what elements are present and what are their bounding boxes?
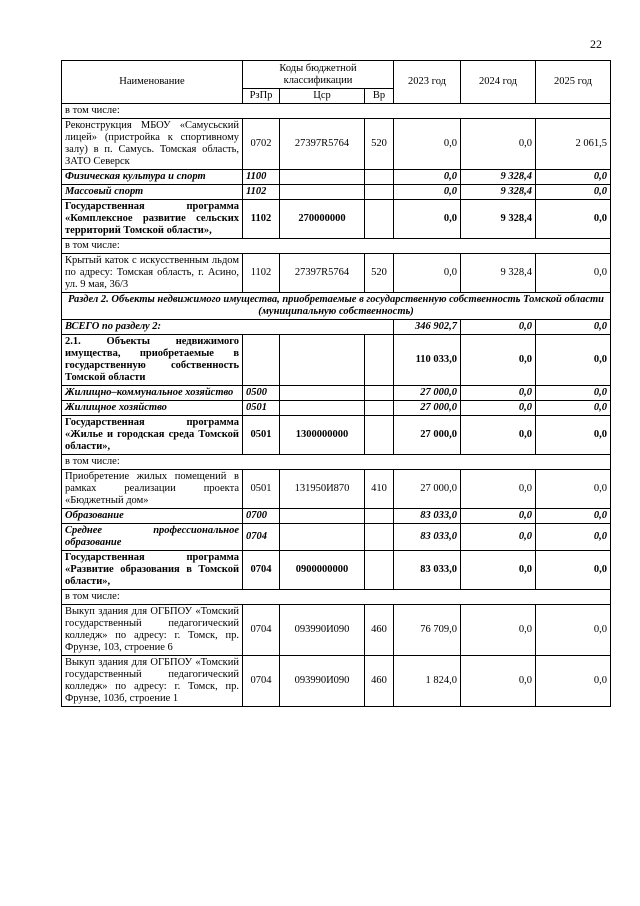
row-name: Государственная программа «Жилье и городская среда Томской области», (62, 416, 243, 455)
table-row (62, 590, 611, 605)
row-2025: 0,0 (536, 254, 611, 293)
row-vr (365, 401, 394, 416)
row-2024: 0,0 (461, 509, 536, 524)
row-2025: 0,0 (536, 401, 611, 416)
row-2024: 9 328,4 (461, 185, 536, 200)
row-csr: 093990И090 (280, 656, 365, 707)
row-vr: 410 (365, 470, 394, 509)
row-2023: 27 000,0 (394, 416, 461, 455)
row-csr: 1300000000 (280, 416, 365, 455)
header-rzpr: РзПр (243, 89, 280, 104)
row-rzpr: 1100 (243, 170, 280, 185)
row-name: 2.1. Объекты недвижимого имущества, приобретаемые в государственную собственность Томской области (62, 335, 243, 386)
row-rzpr: 0501 (243, 470, 280, 509)
row-csr (280, 185, 365, 200)
row-2024: 0,0 (461, 656, 536, 707)
row-2023: 27 000,0 (394, 470, 461, 509)
row-csr: 270000000 (280, 200, 365, 239)
row-2023: 83 033,0 (394, 551, 461, 590)
page-number: 22 (590, 37, 602, 51)
row-2024: 0,0 (461, 386, 536, 401)
row-2025: 0,0 (536, 320, 611, 335)
row-vr: 520 (365, 119, 394, 170)
row-rzpr (243, 335, 280, 386)
row-2023: 83 033,0 (394, 509, 461, 524)
row-rzpr: 0700 (243, 509, 280, 524)
row-rzpr: 1102 (243, 200, 280, 239)
table-row (62, 470, 611, 509)
row-2025: 0,0 (536, 185, 611, 200)
row-2023: 83 033,0 (394, 524, 461, 551)
row-2025: 0,0 (536, 509, 611, 524)
row-vr (365, 524, 394, 551)
row-2023: 0,0 (394, 119, 461, 170)
row-csr: 27397R5764 (280, 254, 365, 293)
header-codes: Коды бюджетной классификации (243, 61, 394, 89)
row-2023: 0,0 (394, 254, 461, 293)
row-vr (365, 386, 394, 401)
row-2024: 0,0 (461, 335, 536, 386)
row-2023: 110 033,0 (394, 335, 461, 386)
row-name: Жилищно–коммунальное хозяйство (62, 386, 243, 401)
row-2024: 0,0 (461, 401, 536, 416)
row-rzpr: 0501 (243, 416, 280, 455)
row-rzpr: 0704 (243, 605, 280, 656)
section-heading: Раздел 2. Объекты недвижимого имущества, приобретаемые в государственную собственность Томской области (муниципальную собственность) (62, 293, 611, 320)
row-vr: 460 (365, 605, 394, 656)
row-name: в том числе: (62, 590, 611, 605)
header-2024: 2024 год (461, 61, 536, 104)
table-row (62, 401, 611, 416)
row-2024: 9 328,4 (461, 170, 536, 185)
row-csr (280, 386, 365, 401)
row-csr (280, 401, 365, 416)
row-vr: 520 (365, 254, 394, 293)
header-vr: Вр (365, 89, 394, 104)
row-vr: 460 (365, 656, 394, 707)
table-row (62, 170, 611, 185)
row-name: Реконструкция МБОУ «Самусьский лицей» (пристройка к спортивному залу) в п. Самусь. Томская область, ЗАТО Северск (62, 119, 243, 170)
budget-table (61, 60, 611, 707)
row-csr: 27397R5764 (280, 119, 365, 170)
table-row (62, 320, 611, 335)
header-2025: 2025 год (536, 61, 611, 104)
row-name: Государственная программа «Комплексное развитие сельских территорий Томской области», (62, 200, 243, 239)
row-2025: 0,0 (536, 200, 611, 239)
row-2023: 27 000,0 (394, 386, 461, 401)
row-name: ВСЕГО по разделу 2: (62, 320, 394, 335)
table-row (62, 416, 611, 455)
row-vr (365, 416, 394, 455)
row-name: Приобретение жилых помещений в рамках реализации проекта «Бюджетный дом» (62, 470, 243, 509)
table-row (62, 185, 611, 200)
table-row (62, 605, 611, 656)
row-2023: 1 824,0 (394, 656, 461, 707)
row-2024: 0,0 (461, 551, 536, 590)
row-2023: 0,0 (394, 185, 461, 200)
row-2025: 0,0 (536, 470, 611, 509)
table-row (62, 509, 611, 524)
table-row (62, 200, 611, 239)
row-rzpr: 0702 (243, 119, 280, 170)
row-name: Среднее профессиональное образование (62, 524, 243, 551)
table-row (62, 254, 611, 293)
row-rzpr: 1102 (243, 254, 280, 293)
row-csr (280, 509, 365, 524)
header-name: Наименование (62, 61, 243, 104)
row-2024: 0,0 (461, 320, 536, 335)
table-row (62, 119, 611, 170)
row-vr (365, 185, 394, 200)
row-2025: 0,0 (536, 386, 611, 401)
row-name: Жилищное хозяйство (62, 401, 243, 416)
row-csr: 0900000000 (280, 551, 365, 590)
row-vr (365, 509, 394, 524)
row-vr (365, 551, 394, 590)
row-2023: 27 000,0 (394, 401, 461, 416)
row-rzpr: 0500 (243, 386, 280, 401)
row-2025: 0,0 (536, 524, 611, 551)
row-vr (365, 335, 394, 386)
row-name: Крытый каток с искусственным льдом по адресу: Томская область, г. Асино, ул. 9 мая, 36/3 (62, 254, 243, 293)
row-2025: 0,0 (536, 551, 611, 590)
row-rzpr: 0501 (243, 401, 280, 416)
row-2025: 2 061,5 (536, 119, 611, 170)
row-2023: 0,0 (394, 170, 461, 185)
row-csr: 093990И090 (280, 605, 365, 656)
row-name: Выкуп здания для ОГБПОУ «Томский государственный педагогический колледж» по адресу: г. Томск, пр. Фрунзе, 103б, строение 1 (62, 656, 243, 707)
table-row (62, 551, 611, 590)
row-csr (280, 335, 365, 386)
table-row (62, 656, 611, 707)
table-row (62, 335, 611, 386)
row-2025: 0,0 (536, 416, 611, 455)
row-2023: 346 902,7 (394, 320, 461, 335)
row-name: Выкуп здания для ОГБПОУ «Томский государственный педагогический колледж» по адресу: г. Томск, пр. Фрунзе, 103, строение 6 (62, 605, 243, 656)
table-row (62, 239, 611, 254)
row-2025: 0,0 (536, 605, 611, 656)
row-name: в том числе: (62, 104, 611, 119)
row-2024: 9 328,4 (461, 254, 536, 293)
row-rzpr: 0704 (243, 656, 280, 707)
row-name: Государственная программа «Развитие образования в Томской области», (62, 551, 243, 590)
row-vr (365, 200, 394, 239)
row-2024: 0,0 (461, 416, 536, 455)
row-name: Образование (62, 509, 243, 524)
row-name: Физическая культура и спорт (62, 170, 243, 185)
row-2025: 0,0 (536, 335, 611, 386)
table-row (62, 386, 611, 401)
row-rzpr: 1102 (243, 185, 280, 200)
row-name: в том числе: (62, 239, 611, 254)
table-row (62, 455, 611, 470)
row-2025: 0,0 (536, 656, 611, 707)
row-rzpr: 0704 (243, 524, 280, 551)
row-vr (365, 170, 394, 185)
table-row (62, 293, 611, 320)
row-csr (280, 170, 365, 185)
row-2024: 0,0 (461, 470, 536, 509)
table-row (62, 524, 611, 551)
row-2025: 0,0 (536, 170, 611, 185)
row-2024: 0,0 (461, 524, 536, 551)
row-name: в том числе: (62, 455, 611, 470)
table-row (62, 104, 611, 119)
row-2024: 9 328,4 (461, 200, 536, 239)
row-rzpr: 0704 (243, 551, 280, 590)
header-csr: Цср (280, 89, 365, 104)
row-2024: 0,0 (461, 119, 536, 170)
row-csr: 131950И870 (280, 470, 365, 509)
row-csr (280, 524, 365, 551)
row-2023: 0,0 (394, 200, 461, 239)
row-2024: 0,0 (461, 605, 536, 656)
row-name: Массовый спорт (62, 185, 243, 200)
header-2023: 2023 год (394, 61, 461, 104)
row-2023: 76 709,0 (394, 605, 461, 656)
